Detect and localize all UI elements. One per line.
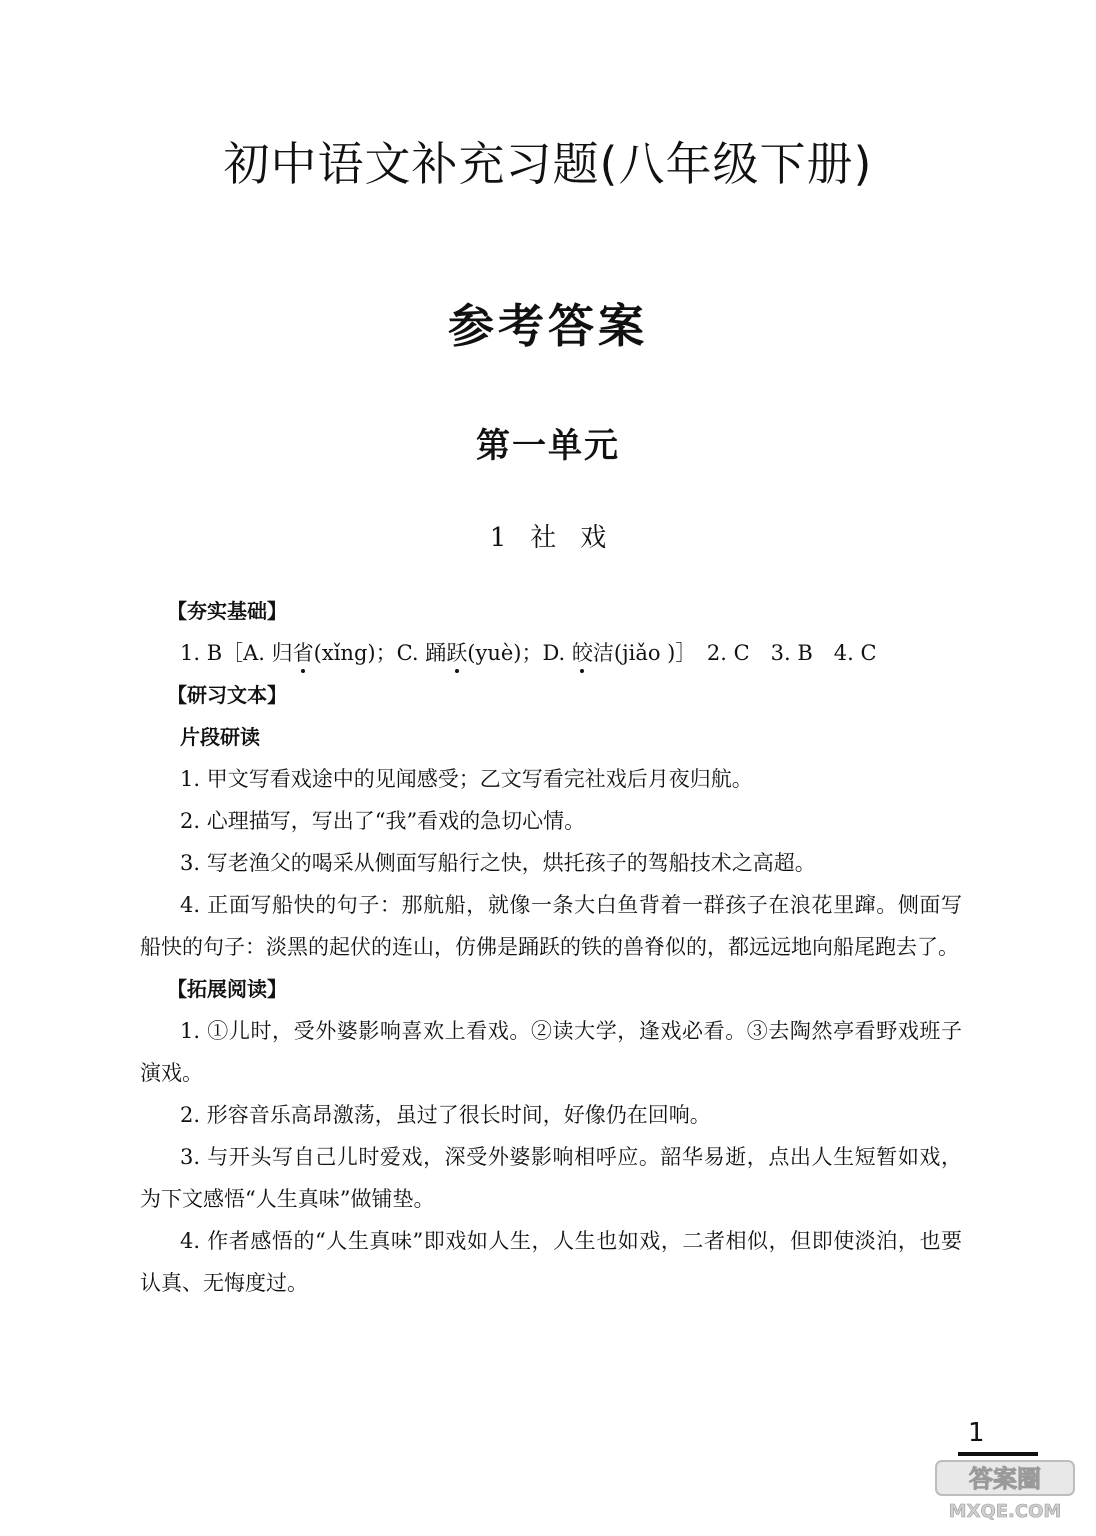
section-heading-basics: 【夯实基础】	[167, 599, 287, 623]
emphasis-char: 跃	[446, 641, 468, 665]
text-run: (xǐng)；C. 踊	[313, 641, 447, 665]
section-heading-extended: 【拓展阅读】	[167, 977, 287, 1001]
study-answer-2: 2. 心理描写，写出了“我”看戏的急切心情。	[180, 809, 586, 833]
lesson-char-2: 戏	[580, 523, 607, 553]
answers-heading: 参考答案	[448, 299, 648, 353]
watermark-logo	[930, 1455, 1080, 1525]
extended-answer-1: 1. ①儿时，受外婆影响喜欢上看戏。②读大学，逢戏必看。③去陶然亭看野戏班子演戏。	[140, 1019, 962, 1085]
subheading-passage-reading: 片段研读	[180, 725, 260, 749]
study-answer-4: 4. 正面写船快的句子：那航船，就像一条大白鱼背着一群孩子在浪花里蹿。侧面写船快的句子：淡黑的起伏的连山，仿佛是踊跃的铁的兽脊似的，都远远地向船尾跑去了。	[140, 893, 962, 959]
study-answer-3: 3. 写老渔父的喝采从侧面写船行之快，烘托孩子的驾船技术之高超。	[180, 851, 816, 875]
extended-answer-3: 3. 与开头写自己儿时爱戏，深受外婆影响相呼应。韶华易逝，点出人生短暂如戏，为下文感悟“人生真味”做铺垫。	[140, 1145, 962, 1211]
lesson-char-1: 社	[530, 523, 557, 553]
emphasis-char: 皎	[571, 641, 593, 665]
emphasis-char: 省	[292, 641, 314, 665]
lesson-title	[0, 517, 1096, 554]
document-title: 初中语文补充习题(八年级下册)	[223, 137, 873, 191]
answer-content	[140, 590, 962, 1304]
text-run: (yuè)；D.	[467, 641, 572, 665]
basics-answer-line	[140, 632, 962, 674]
unit-title: 第一单元	[476, 426, 620, 466]
lesson-number: 1	[489, 523, 507, 553]
extended-answer-2: 2. 形容音乐高昂激荡，虽过了很长时间，好像仍在回响。	[180, 1103, 711, 1127]
study-answer-1: 1. 甲文写看戏途中的见闻感受；乙文写看完社戏后月夜归航。	[180, 767, 753, 791]
extended-answer-4: 4. 作者感悟的“人生真味”即戏如人生，人生也如戏，二者相似，但即使淡泊，也要认真、无悔度过。	[140, 1229, 962, 1295]
section-heading-study-text: 【研习文本】	[167, 683, 287, 707]
watermark-top-text: 答案圈	[969, 1465, 1041, 1493]
text-run: 1. B［A. 归	[180, 641, 293, 665]
page-number: 1	[968, 1418, 985, 1448]
text-run: 洁(jiǎo )］ 2. C 3. B 4. C	[592, 641, 877, 665]
watermark-bottom-text: MXQE.COM	[948, 1501, 1062, 1522]
